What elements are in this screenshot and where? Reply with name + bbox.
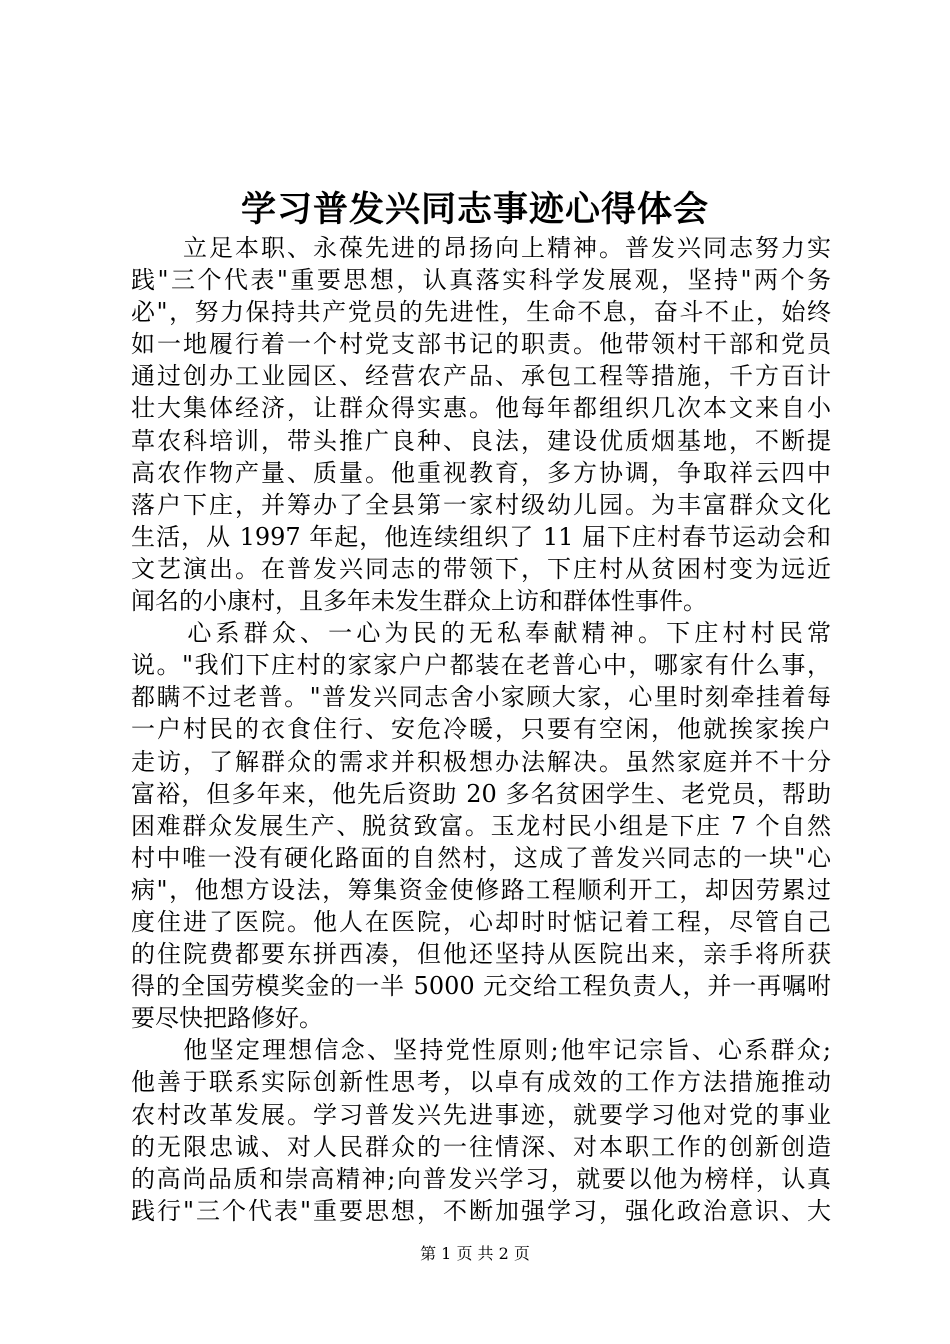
body-line: 得的全国劳模奖金的一半 5000 元交给工程负责人，并一再嘱咐 [131,972,831,1001]
body-line: 村中唯一没有硬化路面的自然村，这成了普发兴同志的一块"心 [131,843,831,872]
body-line: 他善于联系实际创新性思考，以卓有成效的工作方法措施推动 [131,1068,831,1097]
body-line: 践"三个代表"重要思想，认真落实科学发展观，坚持"两个务 [131,266,831,295]
body-line: 落户下庄，并筹办了全县第一家村级幼儿园。为丰富群众文化 [131,490,831,519]
body-line: 都瞒不过老普。"普发兴同志舍小家顾大家，心里时刻牵挂着每 [131,683,831,712]
body-line: 农村改革发展。学习普发兴先进事迹，就要学习他对党的事业 [131,1100,831,1129]
body-line: 如一地履行着一个村党支部书记的职责。他带领村干部和党员 [131,330,831,359]
body-line: 践行"三个代表"重要思想，不断加强学习，强化政治意识、大 [131,1196,831,1225]
body-line: 草农科培训，带头推广良种、良法，建设优质烟基地，不断提 [131,426,831,455]
body-line: 闻名的小康村，且多年未发生群众上访和群体性事件。 [131,587,707,616]
body-line: 高农作物产量、质量。他重视教育，多方协调，争取祥云四中 [131,458,831,487]
body-line: 生活，从 1997 年起，他连续组织了 11 届下庄村春节运动会和 [131,522,831,551]
body-line: 通过创办工业园区、经营农产品、承包工程等措施，千方百计 [131,362,831,391]
body-line: 度住进了医院。他人在医院，心却时时惦记着工程，尽管自己 [131,907,831,936]
body-line: 的无限忠诚、对人民群众的一往情深、对本职工作的创新创造 [131,1132,831,1161]
body-line: 病"，他想方设法，筹集资金使修路工程顺利开工，却因劳累过 [131,875,831,904]
body-line: 的高尚品质和崇高精神;向普发兴学习，就要以他为榜样，认真 [131,1164,831,1193]
body-line: 的住院费都要东拼西凑，但他还坚持从医院出来，亲手将所获 [131,940,831,969]
body-line: 文艺演出。在普发兴同志的带领下，下庄村从贫困村变为远近 [131,554,831,583]
body-line: 富裕，但多年来，他先后资助 20 多名贫困学生、老党员，帮助 [131,779,831,808]
body-line: 必"，努力保持共产党员的先进性，生命不息，奋斗不止，始终 [131,298,831,327]
document-title: 学习普发兴同志事迹心得体会 [240,189,709,230]
body-line: 走访，了解群众的需求并积极想办法解决。虽然家庭并不十分 [131,747,831,776]
body-line: 心系群众、一心为民的无私奉献精神。下庄村村民常 [131,619,831,648]
body-line: 壮大集体经济，让群众得实惠。他每年都组织几次本文来自小 [131,394,831,423]
body-line: 困难群众发展生产、脱贫致富。玉龙村民小组是下庄 7 个自然 [131,811,831,840]
body-line: 要尽快把路修好。 [131,1004,323,1033]
page-footer: 第 1 页 共 2 页 [420,1244,530,1263]
body-line: 立足本职、永葆先进的昂扬向上精神。普发兴同志努力实 [131,234,831,262]
body-line: 他坚定理想信念、坚持党性原则;他牢记宗旨、心系群众; [131,1036,831,1065]
body-line: 说。"我们下庄村的家家户户都装在老普心中，哪家有什么事， [131,651,831,680]
body-line: 一户村民的衣食住行、安危冷暖，只要有空闲，他就挨家挨户 [131,715,831,744]
document-body [131,232,831,1227]
